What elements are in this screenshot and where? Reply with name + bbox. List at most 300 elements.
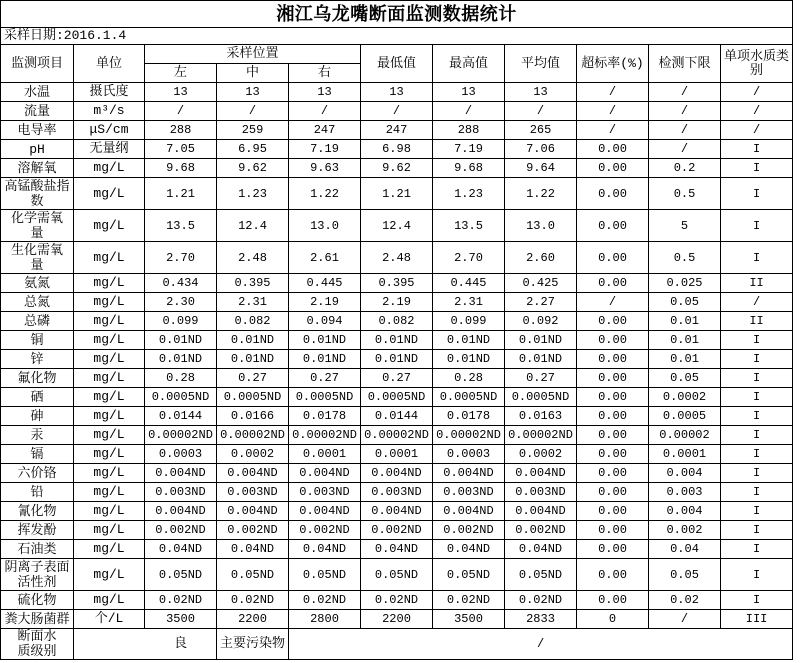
sampling-date: 采样日期:2016.1.4 (1, 28, 793, 45)
cell-item (1, 502, 74, 521)
cell-item (1, 559, 74, 591)
cell-unit: mg/L (74, 388, 145, 407)
item-label: 生化需氧量 (10, 242, 63, 273)
cell-left: 3500 (145, 610, 217, 629)
cell-avg: 0.0002 (505, 445, 577, 464)
header-row (1, 45, 793, 64)
item-label: 六价铬 (17, 465, 57, 481)
cell-avg: 0.0163 (505, 407, 577, 426)
cell-exceed-rate: 0.00 (577, 159, 649, 178)
table-row (1, 102, 793, 121)
cell-middle: 0.0166 (217, 407, 289, 426)
cell-avg: 0.0005ND (505, 388, 577, 407)
header-sampling-position: 采样位置 (145, 45, 361, 64)
cell-water-class: / (721, 102, 793, 121)
table-row (1, 140, 793, 159)
cell-max: 0.05ND (433, 559, 505, 591)
cell-water-class: I (721, 502, 793, 521)
cell-detection-limit: 0.05 (649, 293, 721, 312)
cell-item (1, 521, 74, 540)
cell-left: 2.30 (145, 293, 217, 312)
cell-exceed-rate: 0.00 (577, 407, 649, 426)
table-row (1, 274, 793, 293)
cell-detection-limit: 0.004 (649, 502, 721, 521)
cell-item (1, 274, 74, 293)
item-label: 挥发酚 (17, 522, 57, 538)
cell-unit: mg/L (74, 159, 145, 178)
cell-middle: 13 (217, 83, 289, 102)
cell-avg: 13.0 (505, 210, 577, 242)
cell-max: 7.19 (433, 140, 505, 159)
cell-exceed-rate: 0.00 (577, 350, 649, 369)
cell-right: / (289, 102, 361, 121)
cell-right: 0.01ND (289, 350, 361, 369)
cell-left: 7.05 (145, 140, 217, 159)
cell-unit: mg/L (74, 540, 145, 559)
cell-detection-limit: 0.01 (649, 350, 721, 369)
cell-detection-limit: 0.01 (649, 331, 721, 350)
cell-min: 0.05ND (361, 559, 433, 591)
cell-min: 0.395 (361, 274, 433, 293)
cell-detection-limit: / (649, 140, 721, 159)
item-label: 锌 (30, 351, 44, 367)
cell-right: 0.004ND (289, 502, 361, 521)
cell-right: 2.19 (289, 293, 361, 312)
item-label: 铅 (30, 484, 44, 500)
cell-unit: mg/L (74, 445, 145, 464)
table-row (1, 159, 793, 178)
table-row (1, 445, 793, 464)
cell-water-class: I (721, 407, 793, 426)
cell-item (1, 210, 74, 242)
cell-max: 0.004ND (433, 502, 505, 521)
cell-right: 0.0178 (289, 407, 361, 426)
cell-left: 0.003ND (145, 483, 217, 502)
table-row (1, 210, 793, 242)
cell-item (1, 159, 74, 178)
cell-max: 0.04ND (433, 540, 505, 559)
cell-min: 0.004ND (361, 464, 433, 483)
cell-detection-limit: 0.025 (649, 274, 721, 293)
cell-right: 0.02ND (289, 591, 361, 610)
cell-right: 0.01ND (289, 331, 361, 350)
item-label: 汞 (30, 427, 44, 443)
cell-item (1, 464, 74, 483)
cell-exceed-rate: 0.00 (577, 502, 649, 521)
cell-water-class: II (721, 312, 793, 331)
cell-min: / (361, 102, 433, 121)
cell-left: 13 (145, 83, 217, 102)
table-head (1, 1, 793, 83)
header-avg: 平均值 (505, 45, 577, 83)
cell-middle: 1.23 (217, 178, 289, 210)
cell-avg: 7.06 (505, 140, 577, 159)
cell-min: 9.62 (361, 159, 433, 178)
cell-middle: 0.002ND (217, 521, 289, 540)
cell-middle: 0.0005ND (217, 388, 289, 407)
cell-right: 13.0 (289, 210, 361, 242)
cell-unit: mg/L (74, 312, 145, 331)
cell-middle: 0.01ND (217, 331, 289, 350)
cell-left: 0.004ND (145, 502, 217, 521)
cell-unit: m³/s (74, 102, 145, 121)
cell-min: 0.00002ND (361, 426, 433, 445)
cell-item (1, 140, 74, 159)
header-exceed-rate: 超标率(%) (577, 45, 649, 83)
cell-right: 0.445 (289, 274, 361, 293)
table-row (1, 312, 793, 331)
cell-exceed-rate: / (577, 293, 649, 312)
cell-water-class: I (721, 540, 793, 559)
cell-avg: 0.02ND (505, 591, 577, 610)
cell-exceed-rate: 0.00 (577, 388, 649, 407)
cell-item (1, 312, 74, 331)
cell-left: 288 (145, 121, 217, 140)
cell-unit: mg/L (74, 293, 145, 312)
cell-left: 0.099 (145, 312, 217, 331)
cell-unit: mg/L (74, 331, 145, 350)
cell-min: 0.0144 (361, 407, 433, 426)
table-row (1, 591, 793, 610)
cell-max: 0.28 (433, 369, 505, 388)
header-item: 监测项目 (1, 45, 74, 83)
item-label: 氰化物 (17, 503, 57, 519)
table-row (1, 350, 793, 369)
cell-max: 0.00002ND (433, 426, 505, 445)
cell-min: 0.27 (361, 369, 433, 388)
cell-avg: 0.004ND (505, 502, 577, 521)
cell-avg: 2.27 (505, 293, 577, 312)
cell-unit: mg/L (74, 274, 145, 293)
cell-exceed-rate: 0.00 (577, 242, 649, 274)
cell-item (1, 293, 74, 312)
cell-item (1, 445, 74, 464)
cell-left: 13.5 (145, 210, 217, 242)
cell-middle: 2200 (217, 610, 289, 629)
cell-detection-limit: 0.02 (649, 591, 721, 610)
cell-item (1, 610, 74, 629)
cell-water-class: / (721, 293, 793, 312)
cell-water-class: I (721, 464, 793, 483)
cell-left: 0.28 (145, 369, 217, 388)
cell-max: 0.004ND (433, 464, 505, 483)
cell-exceed-rate: 0.00 (577, 591, 649, 610)
cell-detection-limit: 0.2 (649, 159, 721, 178)
table-row (1, 610, 793, 629)
item-label: 总氮 (23, 294, 50, 310)
cell-water-class: I (721, 521, 793, 540)
cell-max: 13.5 (433, 210, 505, 242)
cell-exceed-rate: 0.00 (577, 445, 649, 464)
item-label: 总磷 (23, 313, 50, 329)
cell-unit: mg/L (74, 591, 145, 610)
cell-exceed-rate: 0.00 (577, 178, 649, 210)
cell-detection-limit: 0.5 (649, 242, 721, 274)
cell-min: 0.01ND (361, 331, 433, 350)
header-min: 最低值 (361, 45, 433, 83)
cell-detection-limit: 0.00002 (649, 426, 721, 445)
cell-right: 0.27 (289, 369, 361, 388)
cell-middle: 0.082 (217, 312, 289, 331)
cell-water-class: I (721, 445, 793, 464)
header-position-right: 右 (289, 64, 361, 83)
date-row (1, 28, 793, 45)
cell-max: 288 (433, 121, 505, 140)
cell-min: 0.004ND (361, 502, 433, 521)
cell-middle: 0.00002ND (217, 426, 289, 445)
header-max: 最高值 (433, 45, 505, 83)
cell-right: 7.19 (289, 140, 361, 159)
cell-detection-limit: 0.04 (649, 540, 721, 559)
item-label: 流量 (23, 103, 50, 119)
cell-right: 0.0001 (289, 445, 361, 464)
cell-unit: mg/L (74, 242, 145, 274)
table-row (1, 559, 793, 591)
cell-avg: 0.01ND (505, 350, 577, 369)
cell-right: 0.04ND (289, 540, 361, 559)
cell-exceed-rate: / (577, 102, 649, 121)
cell-left: 0.00002ND (145, 426, 217, 445)
cell-middle: 0.04ND (217, 540, 289, 559)
table-row (1, 293, 793, 312)
cell-avg: 0.003ND (505, 483, 577, 502)
cell-avg: 0.01ND (505, 331, 577, 350)
cell-middle: 12.4 (217, 210, 289, 242)
table-row (1, 178, 793, 210)
cell-left: 0.002ND (145, 521, 217, 540)
cell-middle: 259 (217, 121, 289, 140)
cell-avg: 1.22 (505, 178, 577, 210)
header-position-left: 左 (145, 64, 217, 83)
cell-water-class: I (721, 350, 793, 369)
cell-left: 0.0144 (145, 407, 217, 426)
cell-unit: mg/L (74, 426, 145, 445)
cell-avg: 0.092 (505, 312, 577, 331)
item-label: 水温 (23, 84, 50, 100)
cell-unit: mg/L (74, 483, 145, 502)
cell-left: 1.21 (145, 178, 217, 210)
cell-left: 0.05ND (145, 559, 217, 591)
cell-unit: 摄氏度 (74, 83, 145, 102)
cell-right: 1.22 (289, 178, 361, 210)
cell-detection-limit: / (649, 102, 721, 121)
cell-exceed-rate: 0.00 (577, 312, 649, 331)
cell-max: 0.02ND (433, 591, 505, 610)
cell-max: 0.01ND (433, 331, 505, 350)
cell-exceed-rate: / (577, 121, 649, 140)
cell-item (1, 426, 74, 445)
cell-detection-limit: 0.0001 (649, 445, 721, 464)
cell-avg: 13 (505, 83, 577, 102)
cell-unit: 个/L (74, 610, 145, 629)
cell-max: / (433, 102, 505, 121)
cell-right: 0.002ND (289, 521, 361, 540)
cell-item (1, 407, 74, 426)
item-label: pH (29, 141, 45, 157)
cell-water-class: I (721, 369, 793, 388)
cell-avg: 0.04ND (505, 540, 577, 559)
cell-exceed-rate: 0.00 (577, 464, 649, 483)
cell-left: 0.0003 (145, 445, 217, 464)
cell-min: 2.19 (361, 293, 433, 312)
main-pollutant-label: 主要污染物 (217, 629, 289, 660)
item-label: 硫化物 (17, 592, 57, 608)
cell-water-class: / (721, 121, 793, 140)
table-row (1, 121, 793, 140)
item-label: 砷 (30, 408, 44, 424)
cell-exceed-rate: 0.00 (577, 426, 649, 445)
cell-item (1, 591, 74, 610)
cell-max: 9.68 (433, 159, 505, 178)
cell-right: 2.61 (289, 242, 361, 274)
title-row (1, 1, 793, 28)
cell-detection-limit: / (649, 83, 721, 102)
cell-detection-limit: 0.05 (649, 369, 721, 388)
cell-exceed-rate: / (577, 83, 649, 102)
table-foot (1, 629, 793, 660)
cell-min: 0.003ND (361, 483, 433, 502)
cell-min: 13 (361, 83, 433, 102)
cell-unit: mg/L (74, 502, 145, 521)
cell-water-class: I (721, 559, 793, 591)
cell-detection-limit: 0.5 (649, 178, 721, 210)
cell-middle: 6.95 (217, 140, 289, 159)
cell-middle: 2.48 (217, 242, 289, 274)
cell-right: 0.004ND (289, 464, 361, 483)
cell-avg: 0.002ND (505, 521, 577, 540)
item-label: 阴离子表面活性剂 (4, 559, 70, 590)
item-label: 高锰酸盐指数 (4, 178, 70, 209)
cell-avg: 9.64 (505, 159, 577, 178)
cell-unit: mg/L (74, 210, 145, 242)
cell-middle: 0.0002 (217, 445, 289, 464)
cell-avg: / (505, 102, 577, 121)
table-row (1, 242, 793, 274)
cell-item (1, 483, 74, 502)
cell-detection-limit: / (649, 610, 721, 629)
cell-max: 0.002ND (433, 521, 505, 540)
header-water-class: 单项水质类别 (721, 45, 793, 83)
table-row (1, 369, 793, 388)
cell-max: 13 (433, 83, 505, 102)
cell-min: 0.0005ND (361, 388, 433, 407)
table-row (1, 502, 793, 521)
cell-avg: 265 (505, 121, 577, 140)
header-unit: 单位 (74, 45, 145, 83)
cell-left: 0.01ND (145, 350, 217, 369)
cell-max: 0.01ND (433, 350, 505, 369)
cell-left: / (145, 102, 217, 121)
cell-water-class: I (721, 140, 793, 159)
cell-left: 0.0005ND (145, 388, 217, 407)
cell-middle: 0.004ND (217, 464, 289, 483)
cell-water-class: I (721, 159, 793, 178)
cell-water-class: / (721, 83, 793, 102)
cell-avg: 0.425 (505, 274, 577, 293)
cell-detection-limit: 5 (649, 210, 721, 242)
cell-item (1, 331, 74, 350)
main-pollutant-value: / (289, 629, 793, 660)
cell-detection-limit: 0.0005 (649, 407, 721, 426)
table-row (1, 331, 793, 350)
cell-min: 0.02ND (361, 591, 433, 610)
cell-middle: 0.004ND (217, 502, 289, 521)
summary-label-text: 断面水质级别 (17, 629, 57, 659)
cell-exceed-rate: 0.00 (577, 521, 649, 540)
cell-min: 0.01ND (361, 350, 433, 369)
cell-left: 0.04ND (145, 540, 217, 559)
summary-label (1, 629, 74, 660)
cell-water-class: I (721, 591, 793, 610)
cell-max: 3500 (433, 610, 505, 629)
cell-unit: mg/L (74, 407, 145, 426)
table-row (1, 407, 793, 426)
cell-right: 0.094 (289, 312, 361, 331)
cell-max: 0.099 (433, 312, 505, 331)
item-label: 镉 (30, 446, 44, 462)
cell-middle: 0.395 (217, 274, 289, 293)
cell-detection-limit: 0.05 (649, 559, 721, 591)
cell-exceed-rate: 0.00 (577, 210, 649, 242)
cell-unit: mg/L (74, 178, 145, 210)
cell-right: 9.63 (289, 159, 361, 178)
cell-left: 0.434 (145, 274, 217, 293)
cell-item (1, 121, 74, 140)
cell-max: 2.70 (433, 242, 505, 274)
cell-left: 9.68 (145, 159, 217, 178)
cell-exceed-rate: 0.00 (577, 274, 649, 293)
cell-avg: 2.60 (505, 242, 577, 274)
cell-unit: 无量纲 (74, 140, 145, 159)
cell-water-class: I (721, 388, 793, 407)
cell-min: 12.4 (361, 210, 433, 242)
cell-unit: μS/cm (74, 121, 145, 140)
cell-middle: 0.27 (217, 369, 289, 388)
cell-unit: mg/L (74, 464, 145, 483)
cell-min: 247 (361, 121, 433, 140)
cell-left: 0.004ND (145, 464, 217, 483)
cell-exceed-rate: 0.00 (577, 331, 649, 350)
item-label: 粪大肠菌群 (4, 611, 70, 627)
cell-item (1, 178, 74, 210)
cell-max: 0.445 (433, 274, 505, 293)
table-row (1, 83, 793, 102)
cell-detection-limit: 0.004 (649, 464, 721, 483)
table-row (1, 483, 793, 502)
cell-water-class: I (721, 331, 793, 350)
cell-min: 0.0001 (361, 445, 433, 464)
cell-middle: / (217, 102, 289, 121)
cell-middle: 9.62 (217, 159, 289, 178)
item-label: 溶解氧 (17, 160, 57, 176)
cell-exceed-rate: 0.00 (577, 369, 649, 388)
cell-exceed-rate: 0.00 (577, 483, 649, 502)
item-label: 硒 (30, 389, 44, 405)
cell-right: 0.05ND (289, 559, 361, 591)
cell-max: 0.0003 (433, 445, 505, 464)
report-title: 湘江乌龙嘴断面监测数据统计 (1, 1, 793, 28)
cell-water-class: I (721, 178, 793, 210)
cell-avg: 0.05ND (505, 559, 577, 591)
cell-exceed-rate: 0.00 (577, 140, 649, 159)
cell-max: 0.0005ND (433, 388, 505, 407)
item-label: 氨氮 (23, 275, 50, 291)
cell-right: 0.00002ND (289, 426, 361, 445)
table-row (1, 521, 793, 540)
cell-water-class: II (721, 274, 793, 293)
cell-right: 2800 (289, 610, 361, 629)
cell-unit: mg/L (74, 350, 145, 369)
